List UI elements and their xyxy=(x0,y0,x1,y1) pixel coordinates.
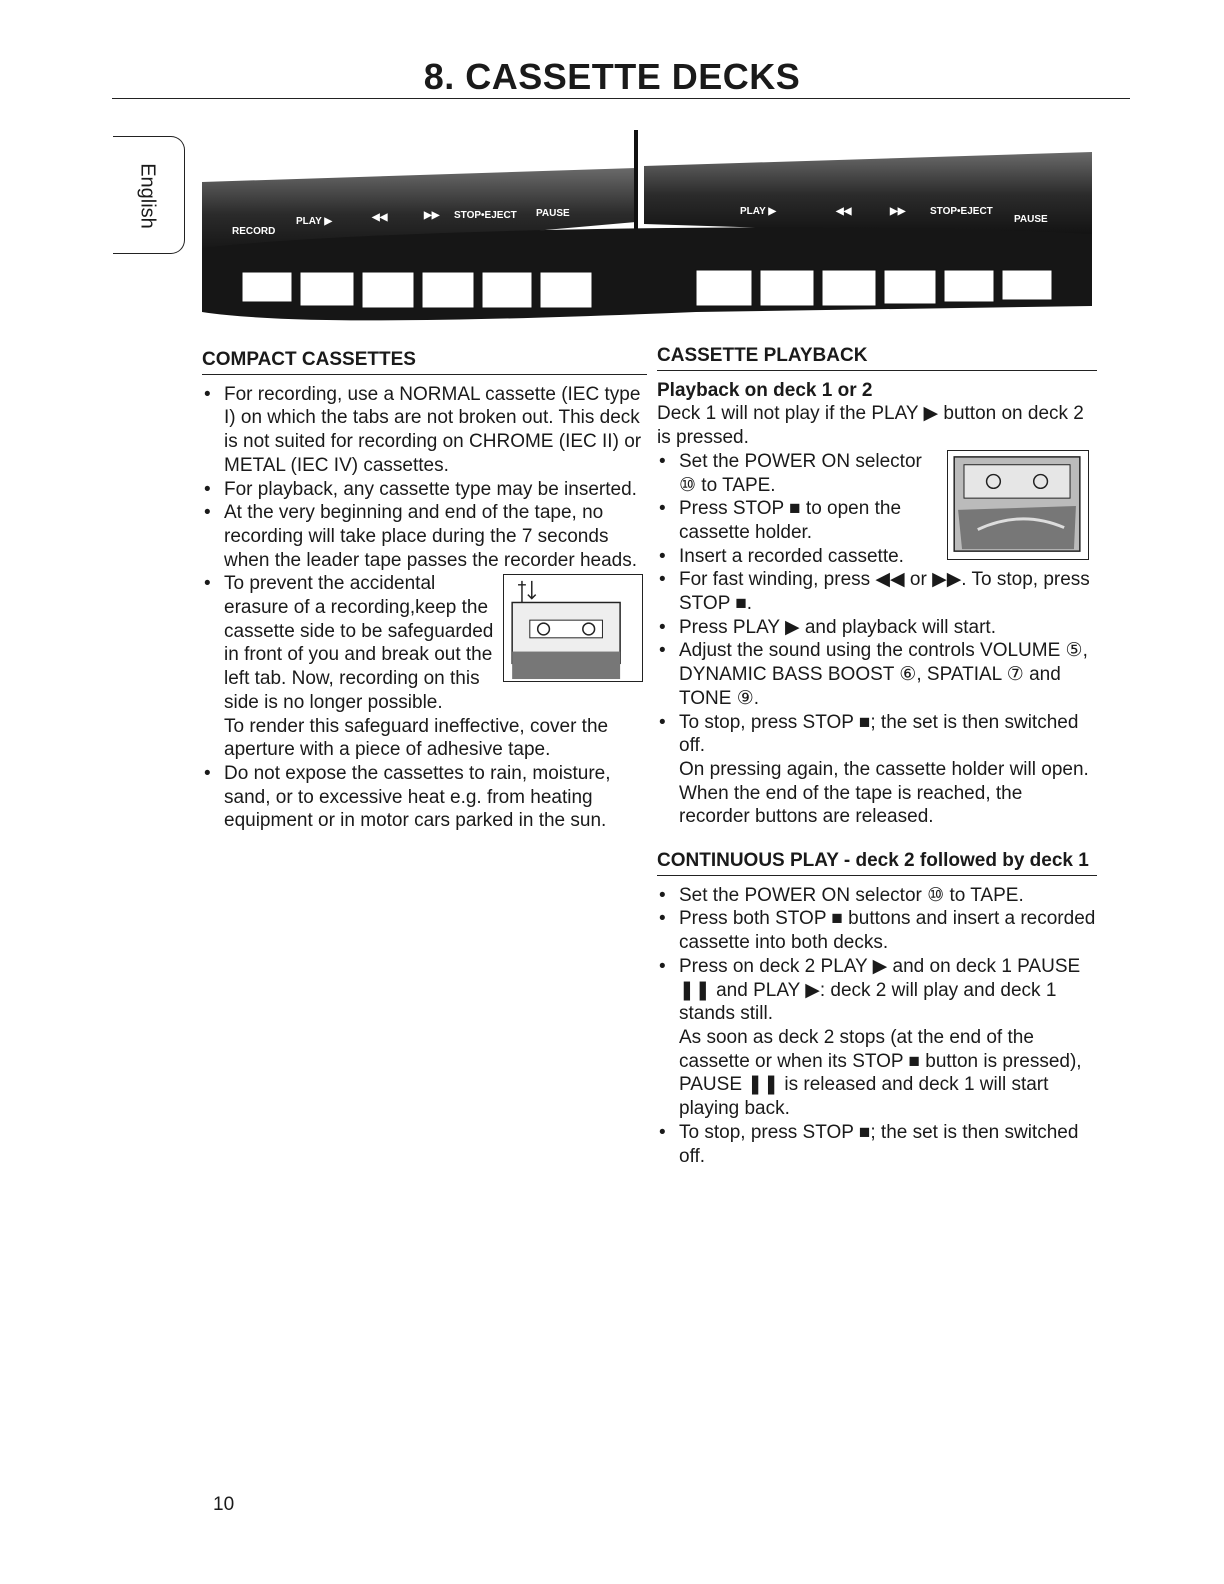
list-item: • Press PLAY ▶ and playback will start. xyxy=(657,616,1097,640)
cassette-tab-figure xyxy=(503,574,643,682)
language-tab-label: English xyxy=(136,163,159,229)
deck2-play-label: PLAY ▶ xyxy=(740,206,777,217)
deck1-forward-label: ▶▶ xyxy=(424,210,440,221)
list-item: • Set the POWER ON selector ⑩ to TAPE. xyxy=(657,884,1097,908)
deck1-play-label: PLAY ▶ xyxy=(296,216,333,227)
page-title: 8. CASSETTE DECKS xyxy=(423,56,801,97)
page-number: 10 xyxy=(213,1494,235,1515)
deck-right-panel xyxy=(644,152,1092,238)
list-item: • To stop, press STOP ■; the set is then switched off. On pressing again, the cassette holder will open. When the end of the tape is reached, the recorder buttons are released. xyxy=(657,711,1097,830)
deck2-rewind-label: ◀◀ xyxy=(836,206,852,217)
deck1-pause-label: PAUSE xyxy=(536,208,570,219)
list-item: • Adjust the sound using the controls VOLUME ⑤, DYNAMIC BASS BOOST ⑥, SPATIAL ⑦ and TONE ⑨. xyxy=(657,639,1097,710)
compact-cassettes-list xyxy=(202,383,647,833)
deck2-stop-eject-label: STOP•EJECT xyxy=(930,206,993,217)
list-item: • At the very beginning and end of the tape, no recording will take place during the 7 seconds when the leader tape passes the recorder heads. xyxy=(202,501,647,572)
list-item: • Press on deck 2 PLAY ▶ and on deck 1 PAUSE ❚❚ and PLAY ▶: deck 2 will play and deck 1 stands still. As soon as deck 2 stops (at the end of the cassette or when its STOP ■ button is pressed), PAUSE ❚❚ is released and deck 1 will start playing back. xyxy=(657,955,1097,1121)
deck2-pause-label: PAUSE xyxy=(1014,214,1048,225)
list-item: • Do not expose the cassettes to rain, moisture, sand, or to excessive heat e.g. from heating equipment or in motor cars parked in the sun. xyxy=(202,762,647,833)
list-item: • Set the POWER ON selector ⑩ to TAPE. xyxy=(657,450,1097,497)
continuous-play-list xyxy=(657,884,1097,1168)
cassette-playback-section xyxy=(657,344,1097,1168)
list-item: • To prevent the accidental erasure of a recording,keep the cassette side to be safeguarded in front of you and break out the left tab. Now, recording on this side is no longer possible. To render this safeguard ineffective, cover the aperture with a piece of adhesive tape. xyxy=(202,572,647,762)
list-item: • For recording, use a NORMAL cassette (IEC type I) on which the tabs are not broken out. This deck is not suited for recording on CHROME (IEC II) or METAL (IEC IV) cassettes. xyxy=(202,383,647,478)
title-rule xyxy=(112,98,1130,99)
playback-list xyxy=(657,450,1097,829)
compact-cassettes-heading: COMPACT CASSETTES xyxy=(202,348,647,375)
list-item: • For playback, any cassette type may be inserted. xyxy=(202,478,647,502)
deck1-record-label: RECORD xyxy=(232,226,276,237)
list-item: • To stop, press STOP ■; the set is then switched off. xyxy=(657,1121,1097,1168)
language-tab xyxy=(113,136,185,254)
list-item: • For fast winding, press ◀◀ or ▶▶. To stop, press STOP ■. xyxy=(657,568,1097,615)
continuous-play-heading: CONTINUOUS PLAY - deck 2 followed by deck 1 xyxy=(657,849,1097,876)
playback-intro: Deck 1 will not play if the PLAY ▶ button on deck 2 is pressed. xyxy=(657,403,1084,449)
list-item: • Press both STOP ■ buttons and insert a recorded cassette into both decks. xyxy=(657,907,1097,954)
deck2-forward-label: ▶▶ xyxy=(890,206,906,217)
cassette-deck-illustration xyxy=(196,130,1098,330)
list-item: • Insert a recorded cassette. xyxy=(657,545,1097,569)
list-item: • Press STOP ■ to open the cassette holder. xyxy=(657,497,1097,544)
deck1-rewind-label: ◀◀ xyxy=(372,212,388,223)
cassette-playback-heading: CASSETTE PLAYBACK xyxy=(657,344,1097,371)
playback-subheading: Playback on deck 1 or 2 xyxy=(657,379,873,401)
compact-cassettes-section xyxy=(202,348,647,833)
deck1-stop-eject-label: STOP•EJECT xyxy=(454,210,517,221)
